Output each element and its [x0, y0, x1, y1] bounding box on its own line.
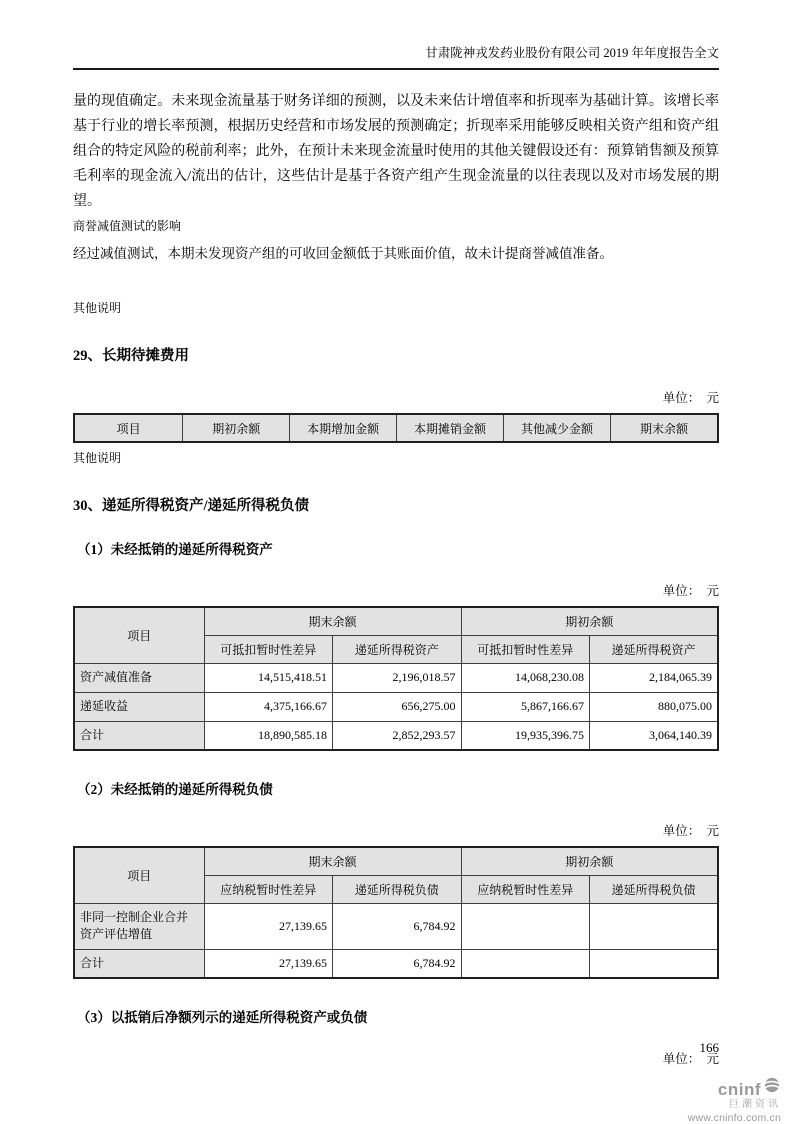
value-cell: 2,852,293.57	[333, 721, 461, 750]
value-cell: 27,139.65	[204, 903, 332, 949]
section-30-3-heading: （3）以抵销后净额列示的递延所得税资产或负债	[77, 1010, 368, 1025]
cninfo-logo-url: www.cninfo.com.cn	[687, 1112, 781, 1124]
value-cell: 3,064,140.39	[589, 721, 718, 750]
table-total-row	[74, 949, 718, 978]
header-cell-amortized: 本期摊销金额	[397, 414, 504, 442]
subheader-dta-begin: 递延所得税资产	[589, 635, 718, 663]
value-cell: 880,075.00	[589, 692, 718, 721]
unit-label-30-3: 单位： 元	[662, 1052, 719, 1066]
header-cell-other-decrease: 其他减少金额	[504, 414, 611, 442]
row-label-cell: 资产减值准备	[74, 663, 204, 692]
subheader-taxable-diff-begin: 应纳税暂时性差异	[461, 875, 589, 903]
section-30-1-heading: （1）未经抵销的递延所得税资产	[77, 542, 273, 557]
subheader-dtl-end: 递延所得税负债	[333, 875, 461, 903]
section-29-heading: 29、长期待摊费用	[73, 348, 189, 364]
doc-header-title: 甘肃陇神戎发药业股份有限公司 2019 年年度报告全文	[425, 46, 719, 60]
value-cell	[461, 903, 589, 949]
section-30-heading: 30、递延所得税资产/递延所得税负债	[73, 498, 310, 514]
cninfo-logo-chinese: 巨潮资讯	[729, 1099, 781, 1110]
value-cell: 2,196,018.57	[333, 663, 461, 692]
subheader-dta-end: 递延所得税资产	[333, 635, 461, 663]
header-group-opening: 期初余额	[461, 847, 718, 875]
table-row	[74, 663, 718, 692]
page-number: 166	[699, 1040, 719, 1055]
table-group-header-row	[74, 607, 718, 635]
table-header-row	[74, 414, 718, 442]
subheader-taxable-diff-end: 应纳税暂时性差异	[204, 875, 332, 903]
header-cell-item: 项目	[74, 847, 204, 903]
value-cell: 656,275.00	[333, 692, 461, 721]
subheader-deductible-diff-begin: 可抵扣暂时性差异	[461, 635, 589, 663]
row-label-cell: 递延收益	[74, 692, 204, 721]
cninfo-swirl-icon	[763, 1076, 781, 1098]
other-note-1: 其他说明	[73, 301, 122, 315]
value-cell	[461, 949, 589, 978]
header-cell-increase: 本期增加金额	[290, 414, 397, 442]
value-cell: 5,867,166.67	[461, 692, 589, 721]
value-cell: 6,784.92	[333, 949, 461, 978]
value-cell: 27,139.65	[204, 949, 332, 978]
value-cell: 2,184,065.39	[589, 663, 718, 692]
long-term-deferred-expenses-table	[73, 413, 719, 443]
deferred-tax-assets-table	[73, 606, 719, 751]
goodwill-test-result: 经过减值测试，本期未发现资产组的可收回金额低于其账面价值，故未计提商誉减值准备。	[73, 246, 613, 261]
subheader-dtl-begin: 递延所得税负债	[589, 875, 718, 903]
header-group-closing: 期末余额	[204, 607, 461, 635]
unit-label-30-1: 单位： 元	[662, 584, 719, 598]
value-cell: 14,515,418.51	[204, 663, 332, 692]
row-label-cell: 非同一控制企业合并资产评估增值	[74, 903, 204, 949]
other-note-2: 其他说明	[73, 451, 122, 465]
unit-label-29: 单位： 元	[662, 391, 719, 405]
value-cell	[589, 903, 718, 949]
impairment-method-paragraph: 量的现值确定。未来现金流量基于财务详细的预测，以及未来估计增值率和折现率为基础计算。该增长率基于行业的增长率预测，根据历史经营和市场发展的预测确定；折现率采用能够反映相关资产组和资产组组合的特定风险的税前利率；此外，在预计未来现金流量时使用的其他关键假设还有：预算销售额及预算毛利率的现金流入/流出的估计，这些估计是基于各资产组产生现金流量的以往表现以及对市场发展的期望。	[73, 94, 719, 209]
deferred-tax-liabilities-table	[73, 846, 719, 979]
doc-header	[73, 0, 719, 70]
value-cell: 14,068,230.08	[461, 663, 589, 692]
row-label-cell: 合计	[74, 949, 204, 978]
header-cell-closing-balance: 期末余额	[610, 414, 718, 442]
section-30-2-heading: （2）未经抵销的递延所得税负债	[77, 782, 273, 797]
table-row	[74, 903, 718, 949]
header-group-opening: 期初余额	[461, 607, 718, 635]
cninfo-logo-wordmark: cninf	[717, 1080, 761, 1099]
goodwill-impact-label: 商誉减值测试的影响	[73, 219, 182, 233]
subheader-deductible-diff-end: 可抵扣暂时性差异	[204, 635, 332, 663]
table-row	[74, 692, 718, 721]
value-cell: 19,935,396.75	[461, 721, 589, 750]
cninfo-logo	[688, 1076, 781, 1124]
header-cell-opening-balance: 期初余额	[183, 414, 290, 442]
row-label-cell: 合计	[74, 721, 204, 750]
value-cell: 6,784.92	[333, 903, 461, 949]
header-cell-item: 项目	[74, 414, 183, 442]
value-cell: 4,375,166.67	[204, 692, 332, 721]
header-cell-item: 项目	[74, 607, 204, 663]
unit-label-30-2: 单位： 元	[662, 824, 719, 838]
header-group-closing: 期末余额	[204, 847, 461, 875]
table-total-row	[74, 721, 718, 750]
value-cell: 18,890,585.18	[204, 721, 332, 750]
value-cell	[589, 949, 718, 978]
table-group-header-row	[74, 847, 718, 875]
